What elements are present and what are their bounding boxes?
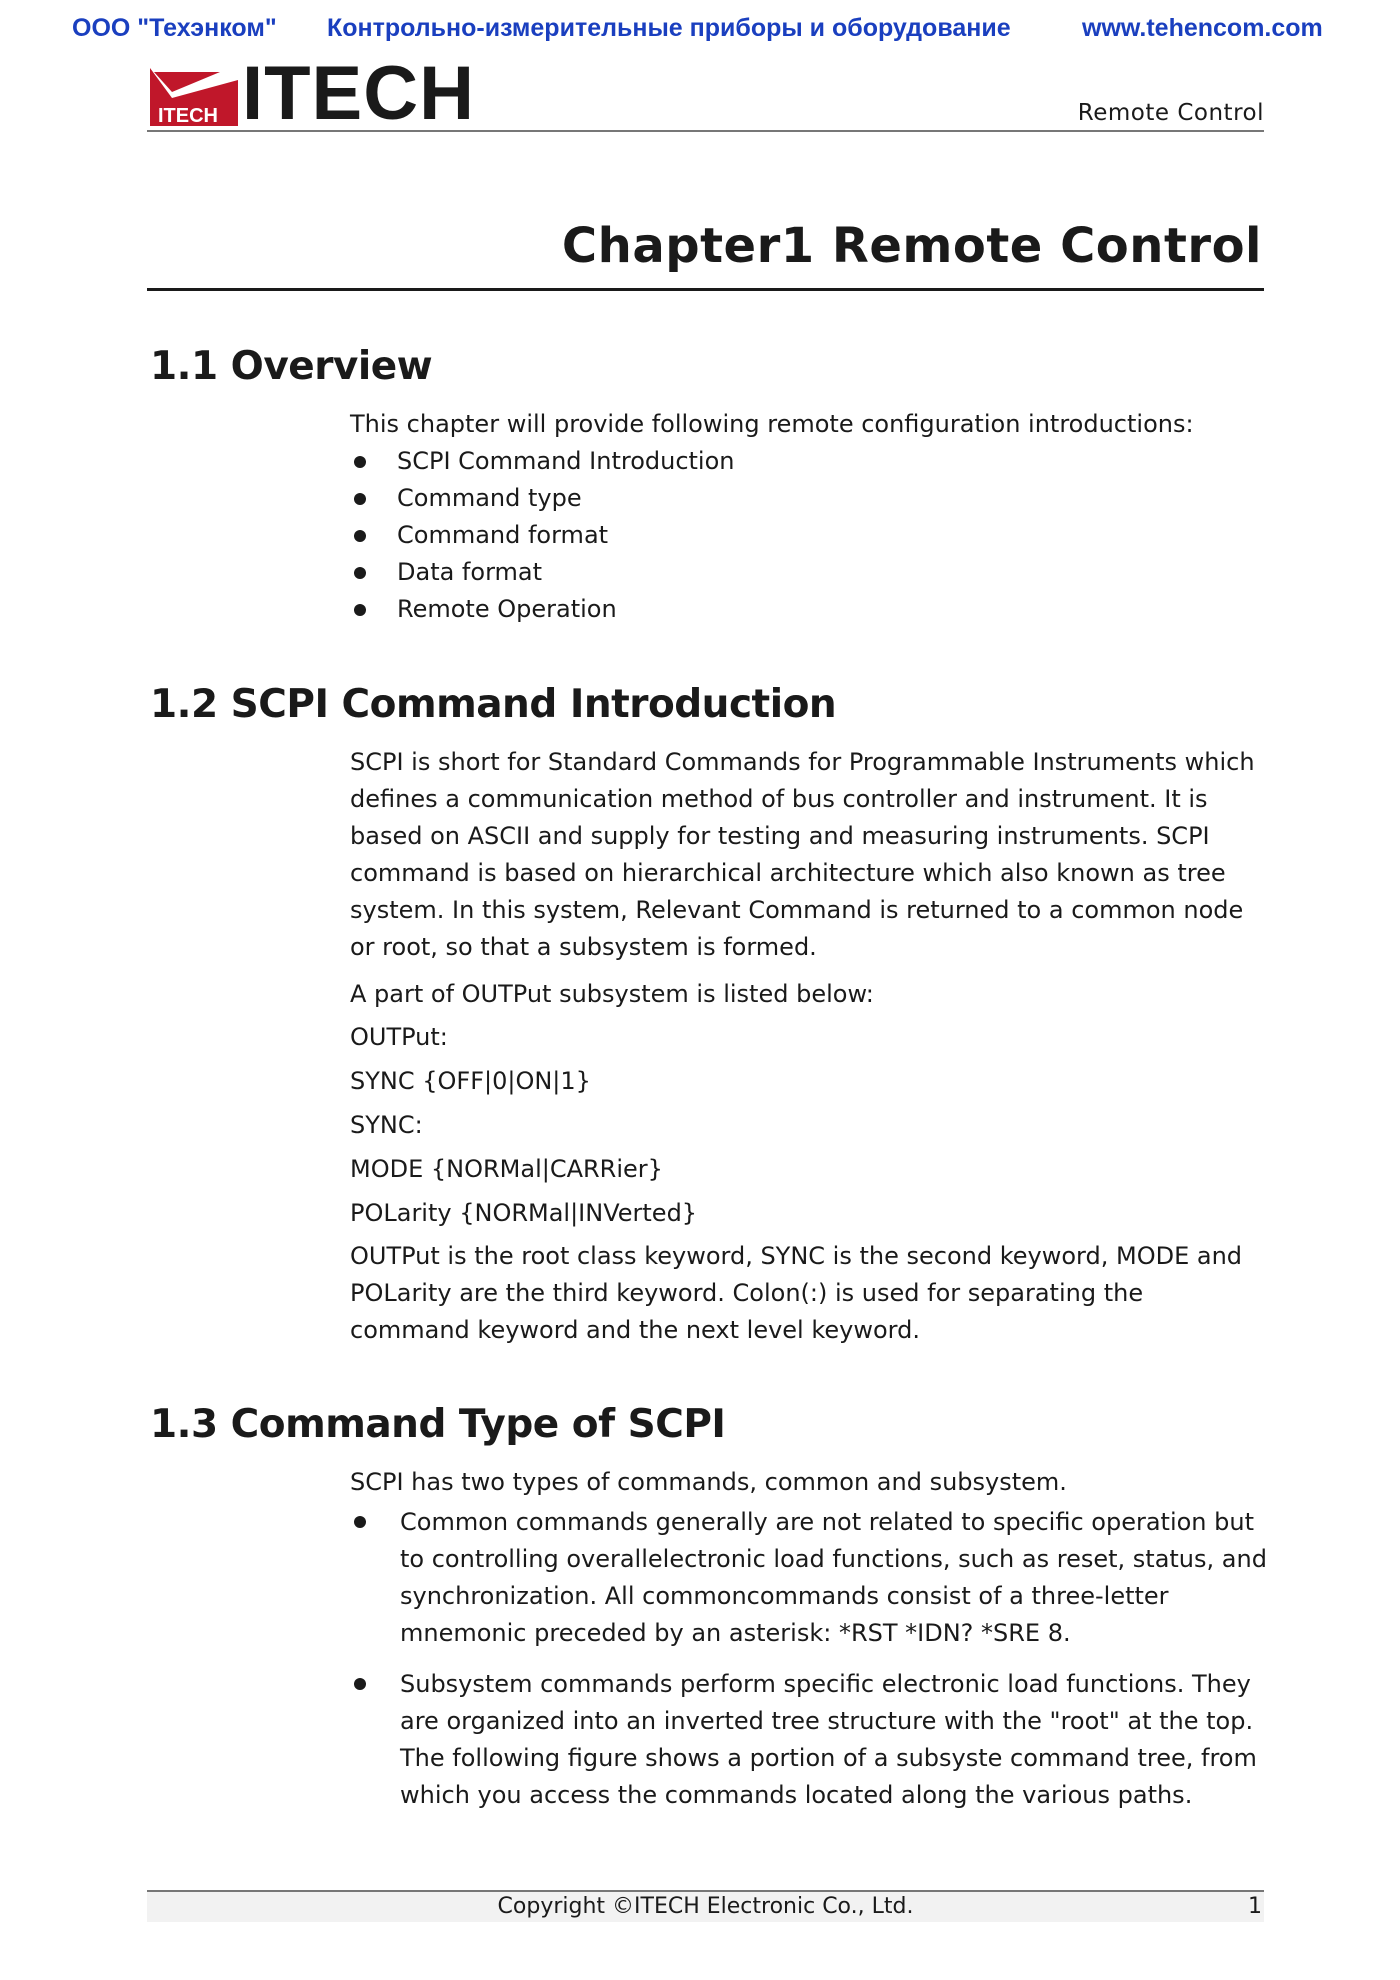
- section-heading-command-type: 1.3 Command Type of SCPI: [150, 1402, 726, 1447]
- scpi-listed-below: A part of OUTPut subsystem is listed below:: [350, 980, 874, 1008]
- tree-line: OUTPut:: [350, 1023, 448, 1051]
- command-type-list: [350, 1504, 1270, 1814]
- list-item: Data format: [350, 554, 735, 591]
- bullet-icon: [354, 530, 366, 542]
- itech-logo: [150, 51, 475, 136]
- bullet-icon: [354, 493, 366, 505]
- logo-mark-text: ITECH: [158, 105, 218, 126]
- tree-line: SYNC:: [350, 1111, 423, 1139]
- chapter-divider: [147, 288, 1264, 291]
- chapter-title: Chapter1 Remote Control: [561, 218, 1262, 274]
- list-item: Command format: [350, 517, 735, 554]
- itech-logo-mark-icon: [150, 68, 238, 126]
- tree-line: POLarity {NORMal|INVerted}: [350, 1199, 698, 1227]
- tree-line: SYNC {OFF|0|ON|1}: [350, 1067, 591, 1095]
- list-item: SCPI Command Introduction: [350, 443, 735, 480]
- logo-wordmark: ITECH: [242, 51, 475, 136]
- footer-copyright: Copyright ©ITECH Electronic Co., Ltd.: [497, 1894, 914, 1919]
- overview-intro: This chapter will provide following remote configuration introductions:: [350, 410, 1194, 438]
- section-heading-scpi: 1.2 SCPI Command Introduction: [150, 682, 837, 727]
- overview-list: [350, 443, 735, 628]
- tree-line: MODE {NORMal|CARRier}: [350, 1155, 663, 1183]
- bullet-icon: [354, 1678, 366, 1690]
- bullet-icon: [354, 567, 366, 579]
- banner-tagline: Контрольно-измерительные приборы и оборудование: [327, 14, 1011, 42]
- scpi-paragraph: SCPI is short for Standard Commands for Programmable Instruments which defines a communication method of bus controller and instrument. It is based on ASCII and supply for testing and measuring instruments. SCPI command is based on hierarchical architecture which also known as tree system. In this system, Relevant Command is returned to a common node or root, so that a subsystem is formed.: [350, 748, 1255, 961]
- header-divider: [147, 130, 1264, 132]
- scpi-explanation: OUTPut is the root class keyword, SYNC is the second keyword, MODE and POLarity are the third keyword. Colon(:) is used for separating the command keyword and the next level keyword.: [350, 1242, 1243, 1344]
- banner-website-link[interactable]: www.tehencom.com: [1082, 14, 1323, 42]
- running-header-title: Remote Control: [1077, 100, 1264, 126]
- page-number: 1: [1248, 1894, 1262, 1919]
- bullet-icon: [354, 1516, 366, 1528]
- command-type-intro: SCPI has two types of commands, common and subsystem.: [350, 1468, 1067, 1496]
- bullet-icon: [354, 456, 366, 468]
- list-item: Remote Operation: [350, 591, 735, 628]
- list-item: Subsystem commands perform specific electronic load functions. They are organized into an inverted tree structure with the "root" at the top. The following figure shows a portion of a subsyste command tree, from which you access the commands located along the various paths.: [350, 1666, 1270, 1814]
- section-heading-overview: 1.1 Overview: [150, 344, 433, 389]
- scpi-tree-lines: [350, 1015, 1265, 1235]
- distributor-banner: [0, 14, 1400, 48]
- banner-company: ООО "Техэнком": [72, 14, 277, 42]
- bullet-icon: [354, 604, 366, 616]
- list-item: Common commands generally are not related to specific operation but to controlling overallelectronic load functions, such as reset, status, and synchronization. All commoncommands consist of a three-letter mnemonic preceded by an asterisk: *RST *IDN? *SRE 8.: [350, 1504, 1270, 1652]
- list-item: Command type: [350, 480, 735, 517]
